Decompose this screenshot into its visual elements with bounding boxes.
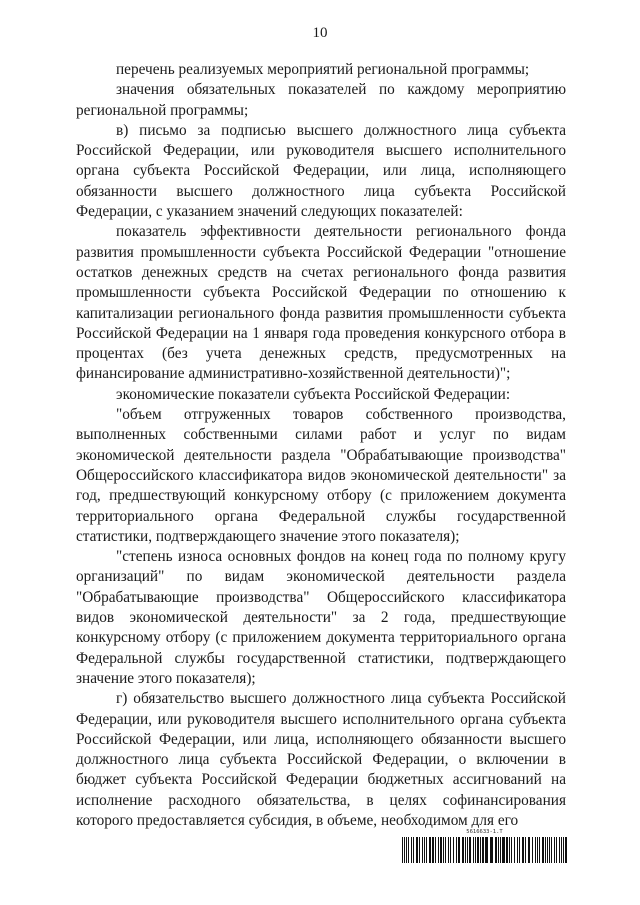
paragraph-depreciation: "степень износа основных фондов на конец года по полному кругу организаций" по видам экономической деятельности раздела "Обрабатывающие производства" Общероссийского классификатора видов экономической деятельности" за 2 года, предшествующие конкурсному отбору (с приложением документа территориального органа Федеральной службы государственной статистики, подтверждающего значение этого показателя); [76,548,566,687]
barcode-number: 5616633-1.Т [466,829,503,835]
page-number: 10 [312,25,328,41]
paragraph-measures-list: перечень реализуемых мероприятий региональной программы; [116,61,530,78]
paragraph-shipped-goods: "объем отгруженных товаров собственного производства, выполненных собственными силами работ и услуг по видам экономической деятельности раздела "Обрабатывающие производства" Общероссийского классификатора видов экономической деятельности" за год, предшествующий конкурсному отбору (с приложением документа территориального органа Федеральной службы государственной статистики, подтверждающего значение этого показателя); [76,406,566,545]
document-body [76,60,566,831]
barcode-image [402,837,567,863]
barcode-block [402,829,567,863]
paragraph-economic-indicators: экономические показатели субъекта Российской Федерации: [116,385,511,403]
paragraph-letter-g: г) обязательство высшего должностного лица субъекта Российской Федерации, или руководителя высшего исполнительного органа субъекта Российской Федерации, или лица, исполняющего обязанности высшего должностного лица субъекта Российской Федерации, о включении в бюджет субъекта Российской Федерации бюджетных ассигнований на исполнение расходного обязательства, в целях софинансирования которого предоставляется субсидия, в объеме, необходимом для его [76,690,566,829]
paragraph-letter-v: в) письмо за подписью высшего должностного лица субъекта Российской Федерации, или руководителя высшего исполнительного органа субъекта Российской Федерации, или лица, исполняющего обязанности высшего должностного лица субъекта Российской Федерации, с указанием значений следующих показателей: [76,121,566,221]
paragraph-indicator-values: значения обязательных показателей по каждому мероприятию региональной программы; [76,81,566,119]
paragraph-fund-efficiency: показатель эффективности деятельности регионального фонда развития промышленности субъекта Российской Федерации "отношение остатков денежных средств на счетах регионального фонда развития промышленности субъекта Российской Федерации по отношению к капитализации регионального фонда развития промышленности субъекта Российской Федерации на 1 января года проведения конкурсного отбора в процентах (без учета денежных средств, предусмотренных на финансирование административно-хозяйственной деятельности)"; [76,223,566,383]
